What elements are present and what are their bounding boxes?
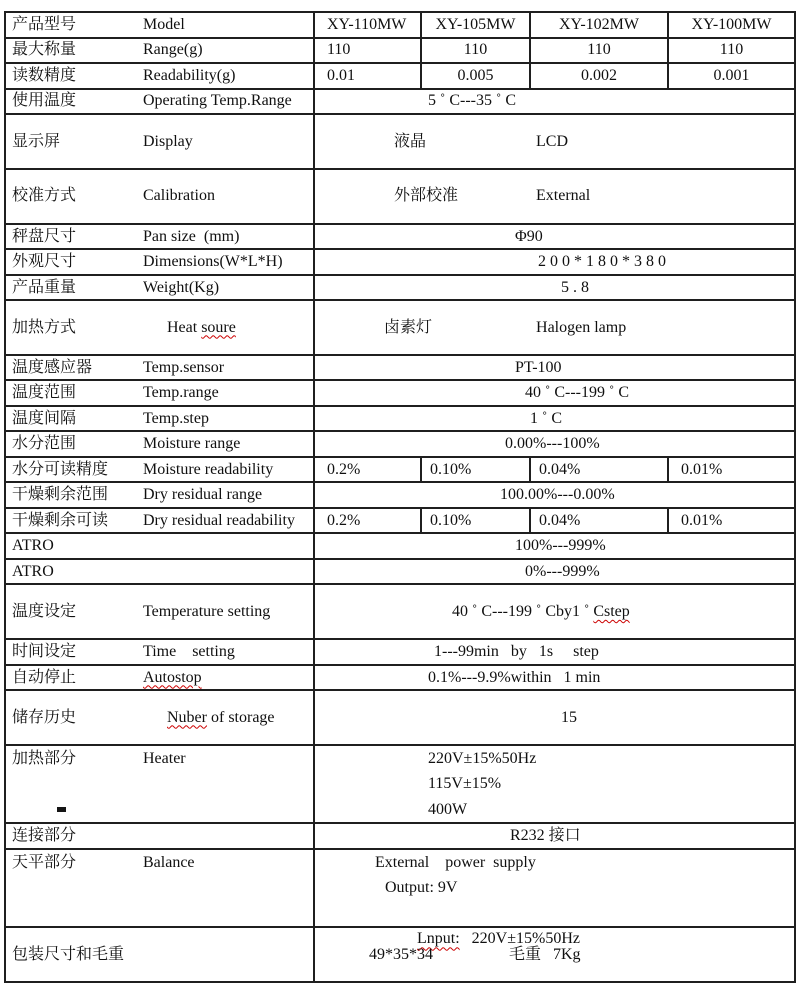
label-en: Time setting bbox=[141, 639, 314, 665]
value-cell: 110 bbox=[668, 38, 795, 64]
label-zh: 使用温度 bbox=[5, 89, 141, 115]
value-en: External bbox=[536, 187, 591, 205]
label-en: Balance bbox=[141, 849, 314, 928]
misspelled-word: Lnput: bbox=[417, 930, 460, 948]
label-zh: 干燥剩余可读 bbox=[5, 508, 141, 534]
row-connection bbox=[5, 823, 795, 849]
label-en: Display bbox=[141, 114, 314, 169]
value-cell: 5 . 8 bbox=[314, 275, 795, 301]
label-en: Temp.range bbox=[141, 380, 314, 406]
label-en bbox=[141, 927, 314, 982]
value-en: Halogen lamp bbox=[536, 318, 627, 336]
value-line: 115V±15% bbox=[428, 775, 502, 793]
value-cell: 110 bbox=[314, 38, 421, 64]
value-cell bbox=[314, 584, 795, 639]
label-zh: 加热部分 bbox=[5, 745, 141, 824]
row-operating-temp bbox=[5, 89, 795, 115]
label-zh: 最大称量 bbox=[5, 38, 141, 64]
row-heat-source bbox=[5, 300, 795, 355]
value-cell: XY-100MW bbox=[668, 12, 795, 38]
value-cell: XY-102MW bbox=[530, 12, 668, 38]
label-en: Moisture range bbox=[141, 431, 314, 457]
row-temp-step bbox=[5, 406, 795, 432]
label-en bbox=[141, 533, 314, 559]
row-heater bbox=[5, 745, 795, 824]
row-moisture-range bbox=[5, 431, 795, 457]
row-range bbox=[5, 38, 795, 64]
row-time-setting bbox=[5, 639, 795, 665]
value-cell: 5 ˚ C---35 ˚ C bbox=[314, 89, 795, 115]
row-balance bbox=[5, 849, 795, 928]
row-temp-range bbox=[5, 380, 795, 406]
label-en: Pan size (mm) bbox=[141, 224, 314, 250]
value-cell: PT-100 bbox=[314, 355, 795, 381]
label-zh: ATRO bbox=[5, 533, 141, 559]
misspelled-word: Autostop bbox=[143, 668, 202, 686]
label-zh: 连接部分 bbox=[5, 823, 141, 849]
value-cell: XY-110MW bbox=[314, 12, 421, 38]
value-cell: 100.00%---0.00% bbox=[314, 482, 795, 508]
row-display bbox=[5, 114, 795, 169]
label-en bbox=[141, 300, 314, 355]
label-en: Temperature setting bbox=[141, 584, 314, 639]
value-cell: 0.10% bbox=[421, 457, 530, 483]
row-atro-1 bbox=[5, 533, 795, 559]
value-cell: 2 0 0 * 1 8 0 * 3 8 0 bbox=[314, 249, 795, 275]
row-dimensions bbox=[5, 249, 795, 275]
value-cell: Φ90 bbox=[314, 224, 795, 250]
label-zh: 天平部分 bbox=[5, 849, 141, 928]
value-zh: 卤素灯 bbox=[384, 318, 433, 336]
value-cell: 1 ˚ C bbox=[314, 406, 795, 432]
label-en: Dimensions(W*L*H) bbox=[141, 249, 314, 275]
row-temp-sensor bbox=[5, 355, 795, 381]
value-text: 220V±15%50Hz bbox=[459, 930, 580, 948]
label-zh: 包装尺寸和毛重 bbox=[5, 927, 141, 982]
label-en: Temp.sensor bbox=[141, 355, 314, 381]
value-cell: 0.001 bbox=[668, 63, 795, 89]
label-zh: 温度间隔 bbox=[5, 406, 141, 432]
label-en: Dry residual range bbox=[141, 482, 314, 508]
label-en: Readability(g) bbox=[141, 63, 314, 89]
label-en bbox=[141, 559, 314, 585]
label-zh: 水分范围 bbox=[5, 431, 141, 457]
label-zh: ATRO bbox=[5, 559, 141, 585]
label-en: Model bbox=[141, 12, 314, 38]
value-line: 220V±15%50Hz bbox=[428, 749, 537, 767]
value-line: External power supply bbox=[375, 853, 536, 871]
row-temperature-setting bbox=[5, 584, 795, 639]
value-en: LCD bbox=[536, 132, 569, 150]
label-zh: 加热方式 bbox=[5, 300, 141, 355]
value-cell: 0.01% bbox=[668, 457, 795, 483]
label-zh: 储存历史 bbox=[5, 690, 141, 745]
label-en: Moisture readability bbox=[141, 457, 314, 483]
label-zh: 温度感应器 bbox=[5, 355, 141, 381]
misspelled-word: Nuber bbox=[167, 708, 207, 726]
value-cell: 0.04% bbox=[530, 457, 668, 483]
value-zh: 液晶 bbox=[394, 132, 427, 150]
label-en bbox=[141, 690, 314, 745]
label-en: Temp.step bbox=[141, 406, 314, 432]
row-dry-residual-readability bbox=[5, 508, 795, 534]
value-cell: 0.01 bbox=[314, 63, 421, 89]
label-en: Weight(Kg) bbox=[141, 275, 314, 301]
page-bottom-mark bbox=[57, 807, 66, 812]
label-en: Calibration bbox=[141, 169, 314, 224]
packing-size: 49*35*34 bbox=[369, 946, 433, 963]
label-zh: 产品重量 bbox=[5, 275, 141, 301]
value-cell: 0.01% bbox=[668, 508, 795, 534]
value-cell: 15 bbox=[314, 690, 795, 745]
value-cell: 0.005 bbox=[421, 63, 530, 89]
value-cell: 110 bbox=[421, 38, 530, 64]
row-pan-size bbox=[5, 224, 795, 250]
value-cell: 0.1%---9.9%within 1 min bbox=[314, 665, 795, 691]
label-zh: 温度范围 bbox=[5, 380, 141, 406]
value-cell bbox=[314, 849, 795, 948]
label-zh: 温度设定 bbox=[5, 584, 141, 639]
value-cell: 0.2% bbox=[314, 508, 421, 534]
label-zh: 自动停止 bbox=[5, 665, 141, 691]
value-zh: 外部校准 bbox=[394, 187, 459, 205]
value-cell: 40 ˚ C---199 ˚ C bbox=[314, 380, 795, 406]
label-en-text: of storage bbox=[206, 708, 275, 726]
row-weight bbox=[5, 275, 795, 301]
row-autostop bbox=[5, 665, 795, 691]
label-en bbox=[141, 823, 314, 849]
value-cell: 1---99min by 1s step bbox=[314, 639, 795, 665]
value-line: 400W bbox=[428, 800, 468, 818]
value-cell: 0.10% bbox=[421, 508, 530, 534]
label-zh: 干燥剩余范围 bbox=[5, 482, 141, 508]
label-en bbox=[141, 665, 314, 691]
label-zh: 水分可读精度 bbox=[5, 457, 141, 483]
value-cell: 0.2% bbox=[314, 457, 421, 483]
row-atro-2 bbox=[5, 559, 795, 585]
value-cell bbox=[314, 169, 795, 224]
value-cell bbox=[314, 745, 795, 824]
misspelled-word: Cstep bbox=[593, 602, 630, 620]
row-model bbox=[5, 12, 795, 38]
value-cell: 0%---999% bbox=[314, 559, 795, 585]
label-en-text: Heat bbox=[167, 318, 202, 336]
value-cell bbox=[314, 300, 795, 355]
value-cell: 0.00%---100% bbox=[314, 431, 795, 457]
label-zh: 校准方式 bbox=[5, 169, 141, 224]
value-cell: XY-105MW bbox=[421, 12, 530, 38]
label-en: Dry residual readability bbox=[141, 508, 314, 534]
label-en: Heater bbox=[141, 745, 314, 824]
value-cell: 110 bbox=[530, 38, 668, 64]
label-en: Operating Temp.Range bbox=[141, 89, 314, 115]
value-line bbox=[315, 901, 794, 948]
value-cell: 0.002 bbox=[530, 63, 668, 89]
value-line: Output: 9V bbox=[385, 879, 458, 897]
row-dry-residual-range bbox=[5, 482, 795, 508]
label-zh: 外观尺寸 bbox=[5, 249, 141, 275]
row-moisture-readability bbox=[5, 457, 795, 483]
value-cell: 100%---999% bbox=[314, 533, 795, 559]
gross-weight: 毛重 7Kg bbox=[509, 946, 581, 963]
misspelled-word: soure bbox=[201, 318, 236, 336]
spec-table bbox=[4, 11, 796, 983]
row-readability bbox=[5, 63, 795, 89]
row-storage bbox=[5, 690, 795, 745]
label-zh: 产品型号 bbox=[5, 12, 141, 38]
value-cell: R232 接口 bbox=[314, 823, 795, 849]
row-calibration bbox=[5, 169, 795, 224]
label-zh: 显示屏 bbox=[5, 114, 141, 169]
label-zh: 读数精度 bbox=[5, 63, 141, 89]
value-text: 40 ˚ C---199 ˚ Cby1 ˚ bbox=[452, 602, 594, 620]
value-cell bbox=[314, 114, 795, 169]
label-zh: 秤盘尺寸 bbox=[5, 224, 141, 250]
value-cell: 0.04% bbox=[530, 508, 668, 534]
label-zh: 时间设定 bbox=[5, 639, 141, 665]
label-en: Range(g) bbox=[141, 38, 314, 64]
